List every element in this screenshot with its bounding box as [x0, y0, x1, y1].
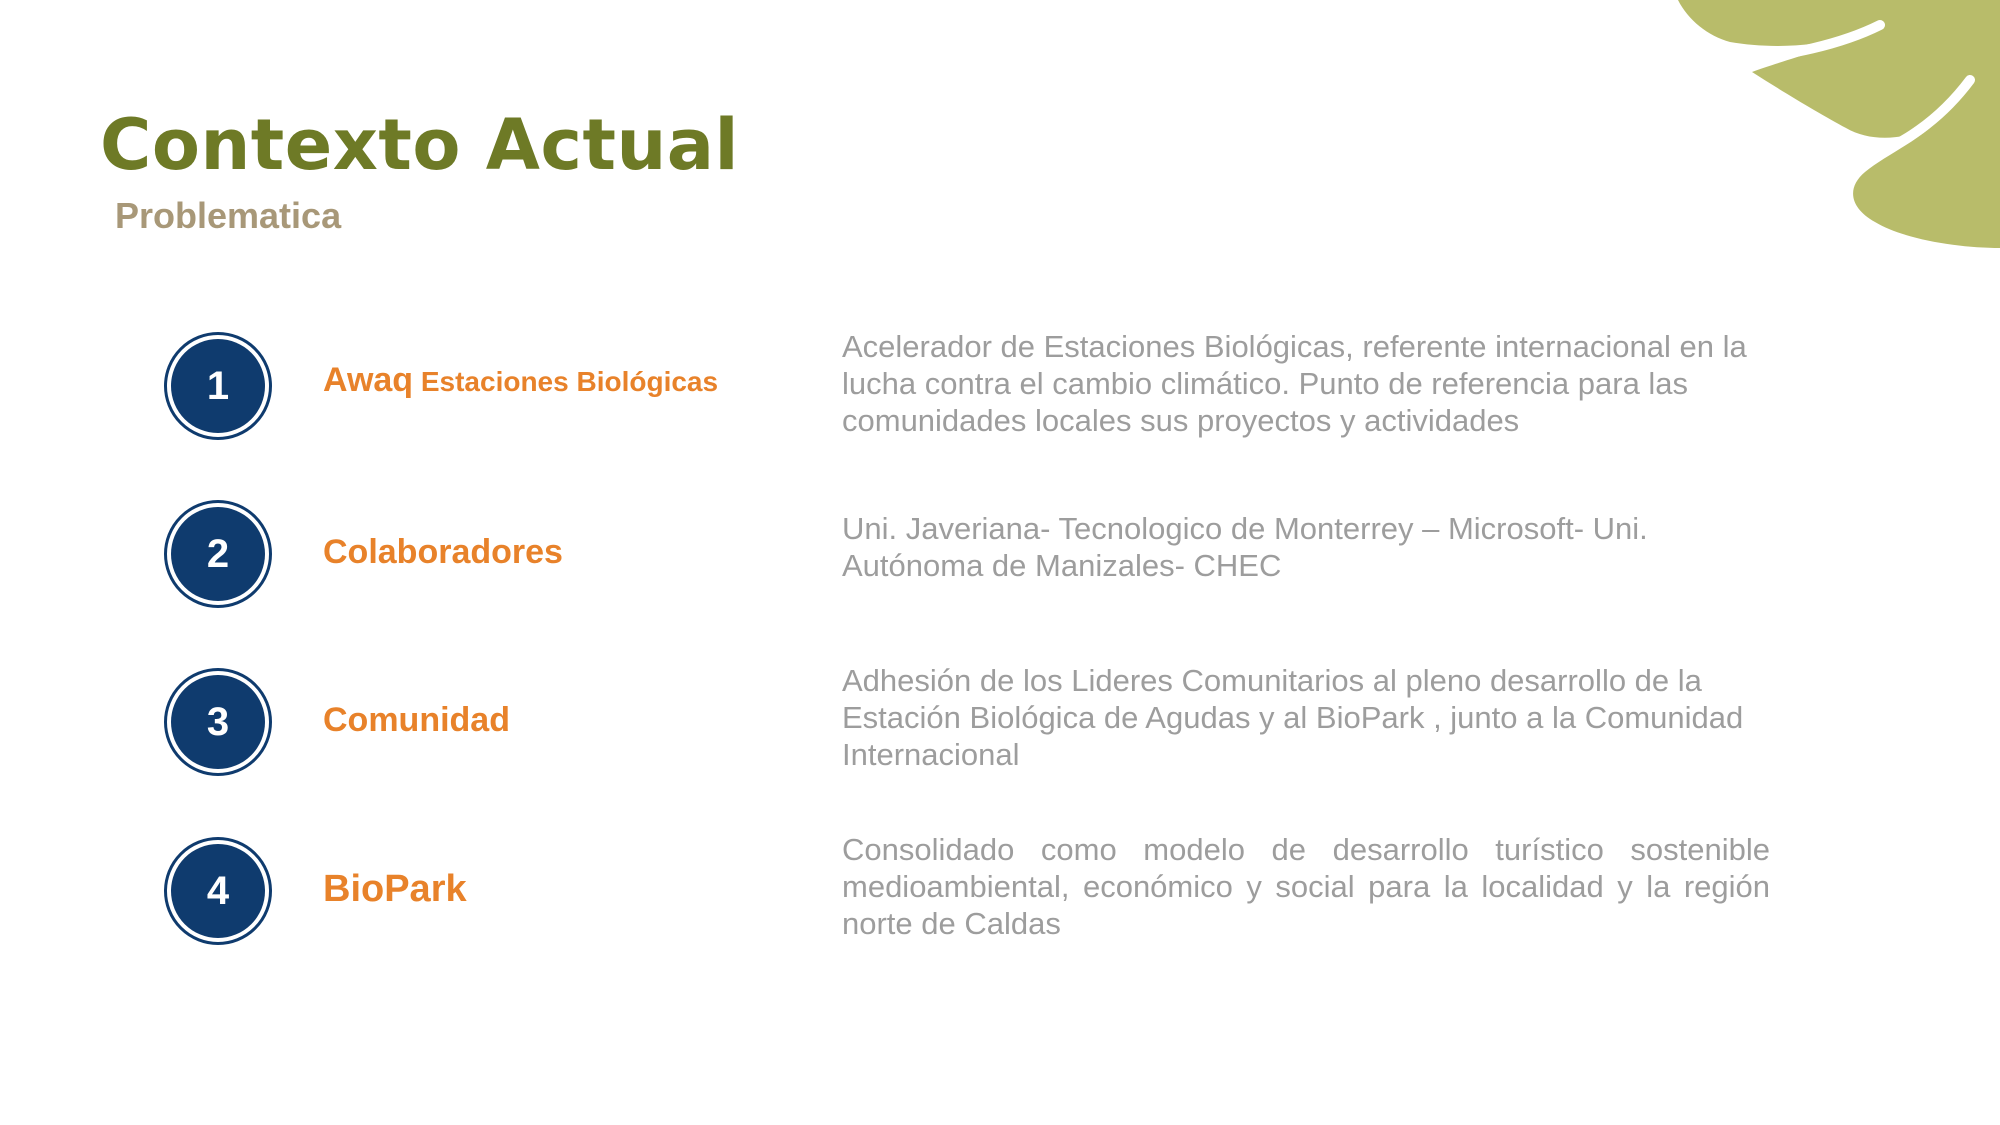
page-title: Contexto Actual [100, 104, 740, 186]
number-badge [164, 332, 272, 440]
item-label-main: Awaq [323, 361, 414, 399]
item-description: Consolidado como modelo de desarrollo turístico sostenible medioambiental, económico y social para la localidad y la región norte de Caldas [842, 832, 1770, 941]
number-badge [164, 500, 272, 608]
item-description: Uni. Javeriana- Tecnologico de Monterrey – Microsoft- Uni. Autónoma de Manizales- CHEC [842, 511, 1648, 583]
item-label: BioPark [323, 868, 467, 910]
item-label-rest: Estaciones Biológicas [413, 366, 719, 397]
list-item [0, 484, 2000, 634]
item-label: Colaboradores [323, 533, 563, 571]
number-badge-label: 4 [171, 844, 265, 938]
number-badge-label: 2 [171, 507, 265, 601]
number-badge [164, 837, 272, 945]
number-badge [164, 668, 272, 776]
item-description: Adhesión de los Lideres Comunitarios al pleno desarrollo de la Estación Biológica de Agudas y al BioPark , junto a la Comunidad Internacional [842, 663, 1744, 772]
item-description: Acelerador de Estaciones Biológicas, referente internacional en la lucha contra el cambio climático. Punto de referencia para las comunidades locales sus proyectos y actividades [842, 329, 1747, 438]
number-badge-label: 3 [171, 675, 265, 769]
page-subtitle: Problematica [115, 195, 342, 236]
number-badge-label: 1 [171, 339, 265, 433]
list-item [0, 821, 2000, 971]
item-label: Comunidad [323, 701, 510, 739]
item-label [323, 361, 718, 400]
list-item [0, 652, 2000, 802]
leaf-icon [1670, 0, 2000, 250]
list-item [0, 315, 2000, 465]
